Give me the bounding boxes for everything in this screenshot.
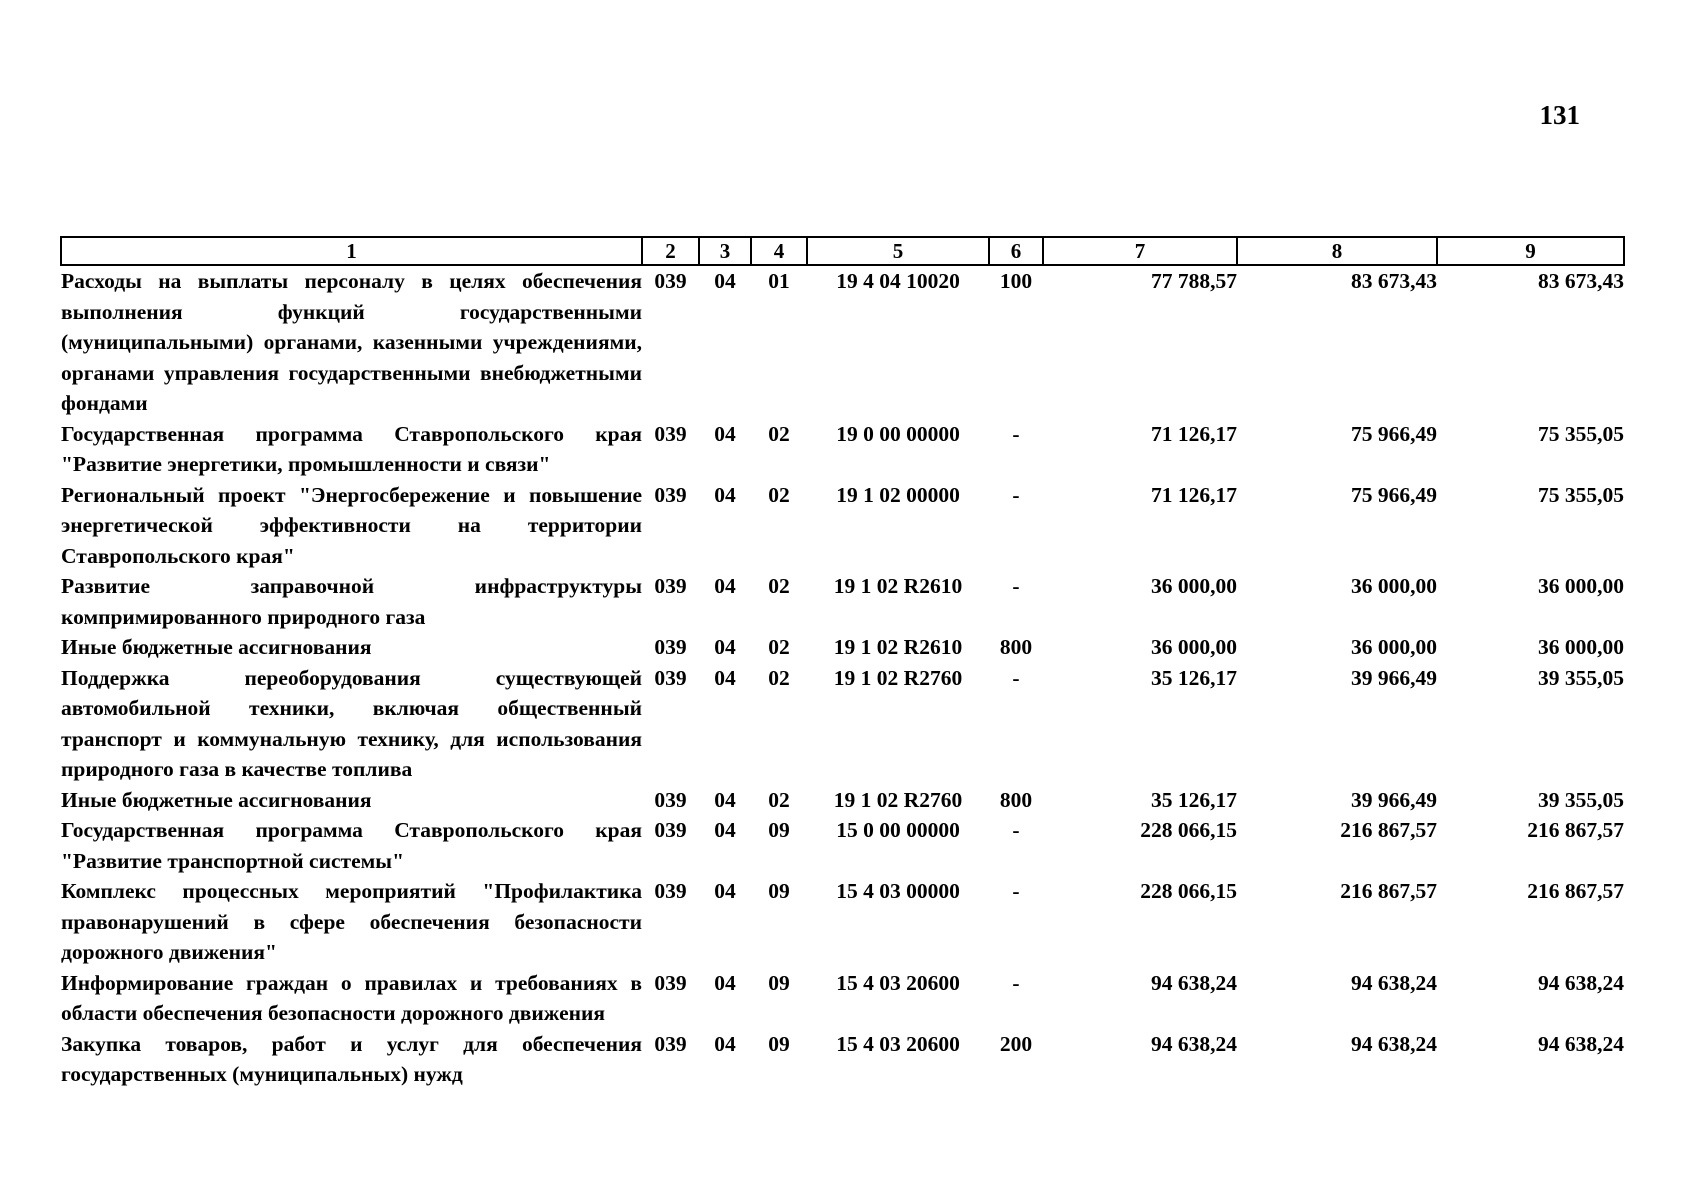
target-article-code: 15 4 03 20600 [836, 970, 960, 995]
table-row [61, 571, 1624, 632]
subsection-code: 02 [768, 574, 790, 598]
header-cell: 9 [1437, 237, 1624, 265]
section-code: 04 [714, 635, 736, 659]
page-number: 131 [1539, 100, 1580, 130]
admin-code: 039 [654, 818, 687, 842]
subsection-code: 09 [768, 970, 790, 995]
amount-col7: 77 788,57 [1151, 269, 1237, 293]
header-cell: 1 [61, 237, 642, 265]
header-row [61, 237, 1624, 265]
header-cell: 7 [1043, 237, 1237, 265]
target-article-code: 19 1 02 R2610 [833, 574, 963, 598]
table-row [61, 265, 1624, 419]
amount-col8: 216 867,57 [1340, 818, 1437, 842]
admin-code: 039 [654, 787, 687, 812]
amount-col9: 75 355,05 [1538, 421, 1624, 446]
section-code: 04 [714, 787, 736, 812]
row-name: Расходы на выплаты персоналу в целях обеспечения выполнения функций государственными (муниципальными) органами, казенными учреждениями, органами управления государственными внебюджетными фондами [61, 269, 642, 415]
admin-code: 039 [654, 879, 687, 903]
header-cell: 3 [699, 237, 751, 265]
table-row [61, 632, 1624, 663]
amount-col7: 94 638,24 [1151, 970, 1237, 995]
expense-type-code: 200 [999, 1031, 1033, 1056]
table-row [61, 876, 1624, 968]
target-article-code: 19 1 02 R2760 [833, 665, 963, 690]
row-name: Комплекс процессных мероприятий "Профилактика правонарушений в сфере обеспечения безопасности дорожного движения" [61, 879, 642, 964]
amount-col7: 36 000,00 [1151, 635, 1237, 659]
row-name: Государственная программа Ставропольского края "Развитие энергетики, промышленности и связи" [61, 421, 642, 476]
amount-col9: 94 638,24 [1538, 1031, 1624, 1056]
section-code: 04 [714, 665, 736, 690]
table-row [61, 968, 1624, 1029]
section-code: 04 [714, 970, 736, 995]
subsection-code: 02 [768, 421, 790, 446]
amount-col9: 216 867,57 [1527, 818, 1624, 842]
amount-col9: 75 355,05 [1538, 482, 1624, 507]
table-row [61, 663, 1624, 785]
expense-type-code: - [1012, 574, 1020, 598]
expense-type-code: - [1012, 482, 1020, 507]
amount-col8: 94 638,24 [1351, 1031, 1437, 1056]
table-row [61, 480, 1624, 572]
row-name: Информирование граждан о правилах и требованиях в области обеспечения безопасности дорожного движения [61, 970, 642, 1025]
amount-col7: 35 126,17 [1151, 665, 1237, 690]
amount-col8: 39 966,49 [1351, 665, 1437, 690]
admin-code: 039 [654, 635, 687, 659]
amount-col9: 39 355,05 [1538, 665, 1624, 690]
row-name: Государственная программа Ставропольского края "Развитие транспортной системы" [61, 818, 642, 873]
admin-code: 039 [654, 970, 687, 995]
target-article-code: 19 1 02 R2760 [833, 787, 963, 812]
section-code: 04 [714, 879, 736, 903]
expense-type-code: - [1012, 665, 1020, 690]
amount-col8: 36 000,00 [1351, 635, 1437, 659]
table-row [61, 815, 1624, 876]
target-article-code: 19 1 02 R2610 [833, 635, 963, 659]
amount-col7: 228 066,15 [1140, 818, 1237, 842]
table-row [61, 419, 1624, 480]
amount-col9: 94 638,24 [1538, 970, 1624, 995]
subsection-code: 09 [768, 879, 790, 903]
target-article-code: 19 1 02 00000 [836, 482, 960, 507]
amount-col9: 36 000,00 [1538, 635, 1624, 659]
header-cell: 5 [807, 237, 989, 265]
amount-col7: 228 066,15 [1140, 879, 1237, 903]
section-code: 04 [714, 482, 736, 507]
subsection-code: 01 [768, 269, 790, 293]
amount-col7: 71 126,17 [1151, 421, 1237, 446]
amount-col7: 36 000,00 [1151, 574, 1237, 598]
amount-col7: 94 638,24 [1151, 1031, 1237, 1056]
subsection-code: 02 [768, 635, 790, 659]
amount-col9: 216 867,57 [1527, 879, 1624, 903]
section-code: 04 [714, 1031, 736, 1056]
row-name: Иные бюджетные ассигнования [61, 787, 372, 812]
amount-col9: 36 000,00 [1538, 574, 1624, 598]
expense-type-code: 100 [999, 269, 1033, 293]
row-name: Иные бюджетные ассигнования [61, 635, 372, 659]
amount-col7: 71 126,17 [1151, 482, 1237, 507]
table-body [61, 265, 1624, 1090]
expense-type-code: - [1012, 879, 1020, 903]
expense-type-code: 800 [999, 787, 1033, 812]
expense-type-code: - [1012, 818, 1020, 842]
subsection-code: 02 [768, 482, 790, 507]
header-cell: 8 [1237, 237, 1437, 265]
section-code: 04 [714, 574, 736, 598]
table-row [61, 785, 1624, 816]
amount-col8: 75 966,49 [1351, 421, 1437, 446]
amount-col7: 35 126,17 [1151, 787, 1237, 812]
expense-type-code: 800 [999, 635, 1033, 659]
amount-col8: 75 966,49 [1351, 482, 1437, 507]
row-name: Развитие заправочной инфраструктуры компримированного природного газа [61, 574, 642, 629]
amount-col9: 39 355,05 [1538, 787, 1624, 812]
row-name: Региональный проект "Энергосбережение и повышение энергетической эффективности на территории Ставропольского края" [61, 482, 642, 568]
target-article-code: 19 4 04 10020 [836, 269, 960, 293]
section-code: 04 [714, 818, 736, 842]
budget-table [60, 236, 1625, 1090]
row-name: Закупка товаров, работ и услуг для обеспечения государственных (муниципальных) нужд [61, 1031, 642, 1086]
admin-code: 039 [654, 574, 687, 598]
row-name: Поддержка переоборудования существующей автомобильной техники, включая общественный транспорт и коммунальную технику, для использования природного газа в качестве топлива [61, 665, 642, 781]
subsection-code: 02 [768, 665, 790, 690]
subsection-code: 09 [768, 818, 790, 842]
amount-col8: 83 673,43 [1351, 269, 1437, 293]
subsection-code: 09 [768, 1031, 790, 1056]
admin-code: 039 [654, 421, 687, 446]
admin-code: 039 [654, 1031, 687, 1056]
header-cell: 6 [989, 237, 1043, 265]
target-article-code: 15 4 03 20600 [836, 1031, 960, 1056]
amount-col8: 39 966,49 [1351, 787, 1437, 812]
expense-type-code: - [1012, 421, 1020, 446]
target-article-code: 19 0 00 00000 [836, 421, 960, 446]
admin-code: 039 [654, 269, 687, 293]
amount-col8: 216 867,57 [1340, 879, 1437, 903]
target-article-code: 15 4 03 00000 [836, 879, 960, 903]
table-row [61, 1029, 1624, 1090]
admin-code: 039 [654, 482, 687, 507]
subsection-code: 02 [768, 787, 790, 812]
section-code: 04 [714, 421, 736, 446]
header-cell: 2 [642, 237, 699, 265]
section-code: 04 [714, 269, 736, 293]
amount-col8: 36 000,00 [1351, 574, 1437, 598]
amount-col9: 83 673,43 [1538, 269, 1624, 293]
header-cell: 4 [751, 237, 807, 265]
expense-type-code: - [1012, 970, 1020, 995]
target-article-code: 15 0 00 00000 [836, 818, 960, 842]
amount-col8: 94 638,24 [1351, 970, 1437, 995]
admin-code: 039 [654, 665, 687, 690]
